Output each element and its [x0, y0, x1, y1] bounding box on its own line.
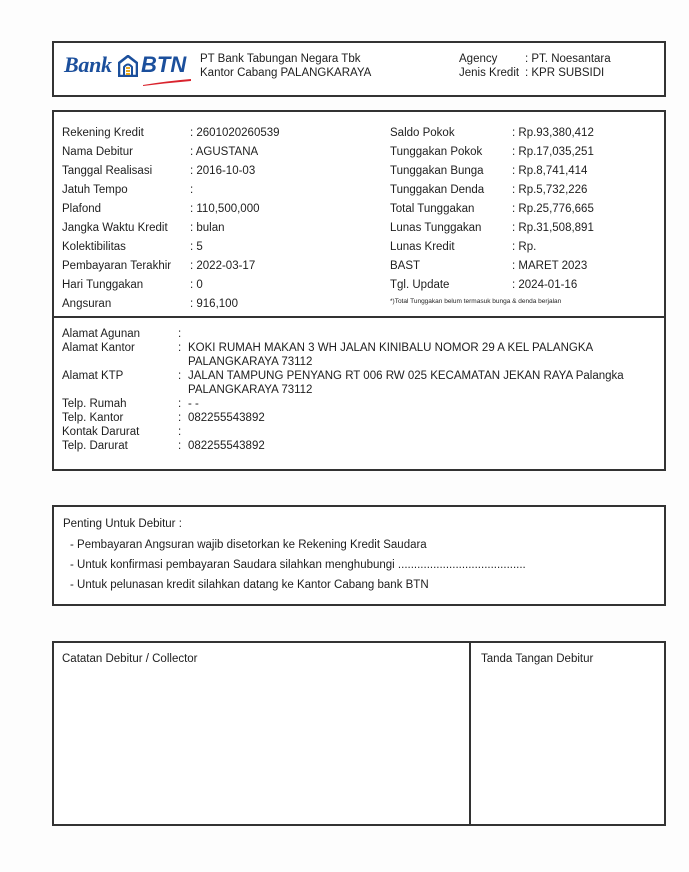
bank-btn-logo [64, 51, 192, 87]
agency-row [459, 52, 611, 66]
field-value: : Rp.5,732,226 [512, 183, 588, 196]
address-label: Alamat KTP [62, 370, 124, 382]
address-row: Alamat KTP : JALAN TAMPUNG PENYANG RT 006 RW 025 KECAMATAN JEKAN RAYA Palangka PALANGKARAYA 73112 [62, 369, 664, 397]
address-row: Alamat Agunan : [62, 327, 664, 341]
field-row [62, 180, 280, 199]
field-row [62, 199, 280, 218]
debtor-notice-box [52, 505, 666, 606]
field-value: : [190, 183, 194, 196]
contact-value: - - [188, 398, 199, 410]
field-label: Nama Debitur [62, 145, 133, 158]
contact-row: Telp. Rumah : - - [62, 397, 664, 411]
field-value: : 0 [190, 278, 203, 291]
contact-row: Telp. Darurat : 082255543892 [62, 439, 664, 453]
contact-value: 082255543892 [188, 412, 265, 424]
field-label: Jatuh Tempo [62, 183, 128, 196]
debtor-info-box [52, 110, 666, 471]
logo-swoosh [142, 78, 192, 86]
field-label: Tunggakan Pokok [390, 145, 483, 158]
field-value: : 5 [190, 240, 203, 253]
address-label: Alamat Kantor [62, 342, 135, 354]
field-label: Rekening Kredit [62, 126, 144, 139]
btn-house-icon [118, 55, 138, 77]
field-row [390, 256, 594, 275]
address-row: Alamat Kantor : KOKI RUMAH MAKAN 3 WH JALAN KINIBALU NOMOR 29 A KEL PALANGKA PALANGKARAYA 73112 [62, 341, 664, 369]
field-label: Plafond [62, 202, 102, 215]
arrears-footnote: *)Total Tunggakan belum termasuk bunga & denda berjalan [390, 297, 562, 305]
field-value: : 2022-03-17 [190, 259, 256, 272]
field-row [62, 123, 280, 142]
field-value: : Rp.93,380,412 [512, 126, 594, 139]
field-value: : 110,500,000 [190, 202, 260, 215]
field-value: : Rp. [512, 240, 537, 253]
account-details [54, 112, 664, 318]
field-label: Angsuran [62, 297, 112, 310]
field-label: Kolektibilitas [62, 240, 126, 253]
field-row [390, 237, 594, 256]
contact-row: Telp. Kantor : 082255543892 [62, 411, 664, 425]
field-row [390, 180, 594, 199]
contact-value [188, 425, 638, 439]
logo-word-btn: BTN [141, 52, 187, 77]
notice-item: - Pembayaran Angsuran wajib disetorkan ke Rekening Kredit Saudara [70, 539, 427, 551]
account-left-column [62, 123, 280, 313]
collector-notes-area [54, 643, 471, 824]
field-label: Lunas Kredit [390, 240, 455, 253]
contact-label: Telp. Kantor [62, 412, 124, 424]
branch-name: Kantor Cabang PALANGKARAYA [200, 67, 372, 79]
field-row [62, 237, 280, 256]
credit-type-value: : KPR SUBSIDI [525, 67, 605, 79]
field-row [62, 275, 280, 294]
field-row [62, 218, 280, 237]
field-row [390, 199, 594, 218]
field-value: : MARET 2023 [512, 259, 588, 272]
field-value: : AGUSTANA [190, 145, 259, 158]
field-label: Tgl. Update [390, 278, 450, 291]
field-label: Saldo Pokok [390, 126, 455, 139]
agency-label: Agency [459, 53, 498, 65]
field-label: Tunggakan Denda [390, 183, 485, 196]
field-label: Jangka Waktu Kredit [62, 221, 168, 234]
field-label: Total Tunggakan [390, 202, 475, 215]
address-contact-section [54, 318, 664, 453]
agency-value: : PT. Noesantara [525, 53, 611, 65]
contact-row: Kontak Darurat : [62, 425, 664, 439]
field-value: : 916,100 [190, 297, 238, 310]
field-row [62, 294, 280, 313]
contact-label: Telp. Darurat [62, 440, 128, 452]
notice-title: Penting Untuk Debitur : [63, 518, 182, 530]
field-value: : Rp.31,508,891 [512, 221, 594, 234]
field-label: Tanggal Realisasi [62, 164, 153, 177]
field-label: Lunas Tunggakan [390, 221, 482, 234]
contact-label: Telp. Rumah [62, 398, 127, 410]
signature-area [473, 643, 664, 824]
bank-info [200, 52, 371, 80]
credit-type-row [459, 66, 611, 80]
address-value: KOKI RUMAH MAKAN 3 WH JALAN KINIBALU NOMOR 29 A KEL PALANGKA PALANGKARAYA 73112 [188, 342, 593, 368]
address-value: JALAN TAMPUNG PENYANG RT 006 RW 025 KECAMATAN JEKAN RAYA Palangka PALANGKARAYA 73112 [188, 370, 624, 396]
logo-word-bank: Bank [64, 52, 112, 77]
header-box [52, 41, 666, 97]
field-row [62, 161, 280, 180]
account-right-column [390, 123, 594, 307]
field-row [390, 218, 594, 237]
field-row [390, 142, 594, 161]
address-value [188, 327, 638, 341]
agency-info [459, 52, 611, 80]
field-value: : Rp.17,035,251 [512, 145, 594, 158]
collector-notes-label: Catatan Debitur / Collector [62, 653, 198, 665]
field-value: : 2016-10-03 [190, 164, 256, 177]
field-value: : 2601020260539 [190, 126, 280, 139]
field-row [390, 123, 594, 142]
field-row [62, 256, 280, 275]
notice-item: - Untuk konfirmasi pembayaran Saudara silahkan menghubungi ........................................ [70, 559, 526, 571]
field-value: : Rp.8,741,414 [512, 164, 588, 177]
credit-type-label: Jenis Kredit [459, 67, 520, 79]
field-label: Pembayaran Terakhir [62, 259, 172, 272]
field-label: Hari Tunggakan [62, 278, 144, 291]
field-row [62, 142, 280, 161]
address-label: Alamat Agunan [62, 328, 141, 340]
bank-name: PT Bank Tabungan Negara Tbk [200, 53, 361, 65]
field-label: Tunggakan Bunga [390, 164, 484, 177]
field-value: : Rp.25,776,665 [512, 202, 594, 215]
field-value: : bulan [190, 221, 225, 234]
notes-signature-box [52, 641, 666, 826]
field-row [390, 161, 594, 180]
field-value: : 2024-01-16 [512, 278, 578, 291]
field-label: BAST [390, 259, 421, 272]
notice-item: - Untuk pelunasan kredit silahkan datang ke Kantor Cabang bank BTN [70, 579, 429, 591]
field-row [390, 275, 594, 294]
contact-label: Kontak Darurat [62, 426, 140, 438]
contact-value: 082255543892 [188, 440, 265, 452]
signature-label: Tanda Tangan Debitur [481, 653, 594, 665]
